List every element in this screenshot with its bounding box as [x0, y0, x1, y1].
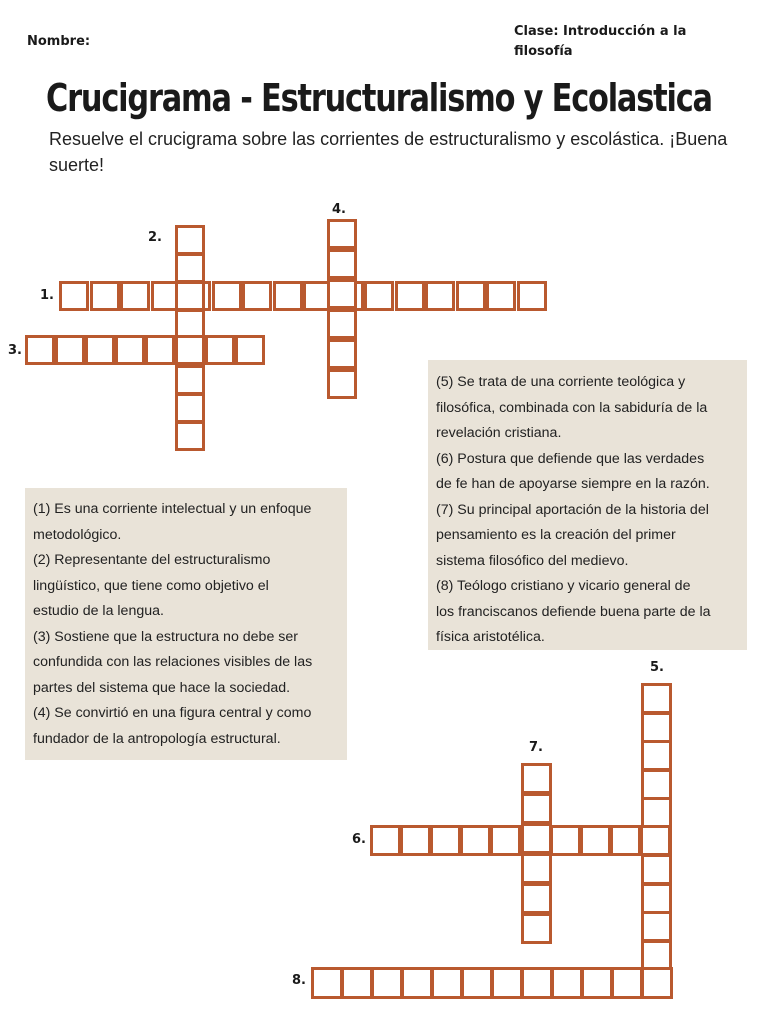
crossword-cell-5[interactable] [641, 854, 672, 885]
crossword-cell-5[interactable] [641, 940, 672, 971]
crossword-cell-1[interactable] [242, 281, 272, 311]
crossword-cell-1[interactable] [456, 281, 486, 311]
crossword-cell-3[interactable] [235, 335, 265, 365]
clue-line: filosófica, combinada con la sabiduría de la [436, 399, 708, 416]
crossword-cell-4[interactable] [327, 309, 357, 339]
crossword-cell-8[interactable] [461, 967, 493, 999]
crossword-cell-6[interactable] [460, 825, 491, 856]
clue-line: (2) Representante del estructuralismo [33, 552, 271, 568]
crossword-cell-3[interactable] [175, 335, 205, 365]
clue-number-1: 1. [40, 288, 54, 303]
crossword-cell-1[interactable] [395, 281, 425, 311]
crossword-cell-2[interactable] [175, 393, 205, 423]
crossword-cell-6[interactable] [490, 825, 521, 856]
crossword-cell-8[interactable] [371, 967, 403, 999]
crossword-cell-8[interactable] [431, 967, 463, 999]
crossword-cell-4[interactable] [327, 249, 357, 279]
crossword-cell-7[interactable] [521, 793, 552, 824]
nombre-label: Nombre: [27, 34, 91, 49]
clue-line: (7) Su principal aportación de la historia del [436, 501, 709, 518]
page-title: Crucigrama - Estructuralismo y Ecolastica [46, 76, 712, 120]
clue-line: los franciscanos defiende buena parte de la [436, 603, 711, 620]
crossword-cell-5[interactable] [641, 712, 672, 743]
crossword-cell-3[interactable] [145, 335, 175, 365]
clue-line: (6) Postura que defiende que las verdades [436, 450, 705, 467]
clue-line: partes del sistema que hace la sociedad. [33, 679, 291, 696]
clue-line: metodológico. [33, 526, 122, 543]
crossword-cell-1[interactable] [59, 281, 89, 311]
crossword-cell-5[interactable] [641, 883, 672, 914]
crossword-cell-5[interactable] [641, 797, 672, 828]
clue-line: (5) Se trata de una corriente teológica y [436, 374, 686, 390]
crossword-cell-6[interactable] [610, 825, 641, 856]
clues-box-left [25, 488, 347, 760]
crossword-cell-3[interactable] [55, 335, 85, 365]
clue-line: (4) Se convirtió en una figura central y como [33, 705, 312, 721]
clue-line: lingüístico, que tiene como objetivo el [33, 577, 269, 594]
crossword-cell-4[interactable] [327, 369, 357, 399]
crossword-cell-8[interactable] [491, 967, 523, 999]
crossword-cell-5[interactable] [641, 740, 672, 771]
clue-number-7: 7. [529, 740, 543, 755]
clue-number-4: 4. [332, 202, 346, 217]
crossword-cell-1[interactable] [486, 281, 516, 311]
crossword-cell-7[interactable] [521, 913, 552, 944]
clue-line: de fe han de apoyarse siempre en la razón. [436, 476, 710, 492]
crossword-cell-5[interactable] [641, 769, 672, 800]
crossword-cell-1[interactable] [425, 281, 455, 311]
crossword-cell-3[interactable] [85, 335, 115, 365]
clue-line: sistema filosófico del medievo. [436, 552, 629, 569]
crossword-cell-8[interactable] [311, 967, 343, 999]
crossword-cell-5[interactable] [641, 911, 672, 942]
crossword-cell-6[interactable] [370, 825, 401, 856]
crossword-cell-1[interactable] [120, 281, 150, 311]
clue-number-6: 6. [352, 832, 366, 847]
crossword-cell-6[interactable] [640, 825, 671, 856]
crossword-cell-1[interactable] [273, 281, 303, 311]
crossword-cell-8[interactable] [581, 967, 613, 999]
crossword-cell-6[interactable] [400, 825, 431, 856]
crossword-cell-8[interactable] [551, 967, 583, 999]
crossword-cell-4[interactable] [327, 219, 357, 249]
clues-box-right [428, 360, 747, 650]
clue-line: (3) Sostiene que la estructura no debe ser [33, 628, 298, 645]
crossword-cell-2[interactable] [175, 365, 205, 395]
crossword-cell-7[interactable] [521, 853, 552, 884]
crossword-cell-4[interactable] [327, 279, 357, 309]
clue-number-3: 3. [8, 343, 22, 358]
clue-number-2: 2. [148, 230, 162, 245]
clue-line: (8) Teólogo cristiano y vicario general de [436, 578, 691, 594]
crossword-cell-7[interactable] [521, 823, 552, 854]
crossword-cell-2[interactable] [175, 225, 205, 255]
crossword-cell-2[interactable] [175, 253, 205, 283]
crossword-cell-2[interactable] [175, 281, 205, 311]
crossword-cell-6[interactable] [430, 825, 461, 856]
crossword-cell-8[interactable] [401, 967, 433, 999]
crossword-cell-6[interactable] [580, 825, 611, 856]
crossword-cell-1[interactable] [90, 281, 120, 311]
clue-line: revelación cristiana. [436, 425, 562, 441]
clue-number-5: 5. [650, 660, 664, 675]
clue-number-8: 8. [292, 973, 306, 988]
crossword-cell-2[interactable] [175, 421, 205, 451]
crossword-cell-8[interactable] [641, 967, 673, 999]
crossword-cell-3[interactable] [205, 335, 235, 365]
crossword-cell-1[interactable] [212, 281, 242, 311]
crossword-cell-3[interactable] [115, 335, 145, 365]
clue-line: estudio de la lengua. [33, 603, 164, 619]
clue-line: pensamiento es la creación del primer [436, 527, 676, 543]
crossword-cell-1[interactable] [364, 281, 394, 311]
crossword-cell-8[interactable] [521, 967, 553, 999]
clue-line: confundida con las relaciones visibles de las [33, 654, 313, 670]
clue-line: fundador de la antropología estructural. [33, 730, 281, 747]
crossword-cell-6[interactable] [550, 825, 581, 856]
crossword-cell-7[interactable] [521, 763, 552, 794]
crossword-cell-4[interactable] [327, 339, 357, 369]
crossword-cell-1[interactable] [517, 281, 547, 311]
clase-label: Clase: Introducción a la filosofía [514, 24, 687, 59]
crossword-cell-3[interactable] [25, 335, 55, 365]
crossword-cell-8[interactable] [341, 967, 373, 999]
clue-line: (1) Es una corriente intelectual y un enfoque [33, 501, 312, 517]
clue-line: física aristotélica. [436, 629, 545, 645]
crossword-cell-5[interactable] [641, 683, 672, 714]
page-subtitle: Resuelve el crucigrama sobre las corrientes de estructuralismo y escolástica. ¡Buena suerte! [49, 129, 728, 175]
crossword-cell-8[interactable] [611, 967, 643, 999]
crossword-cell-7[interactable] [521, 883, 552, 914]
